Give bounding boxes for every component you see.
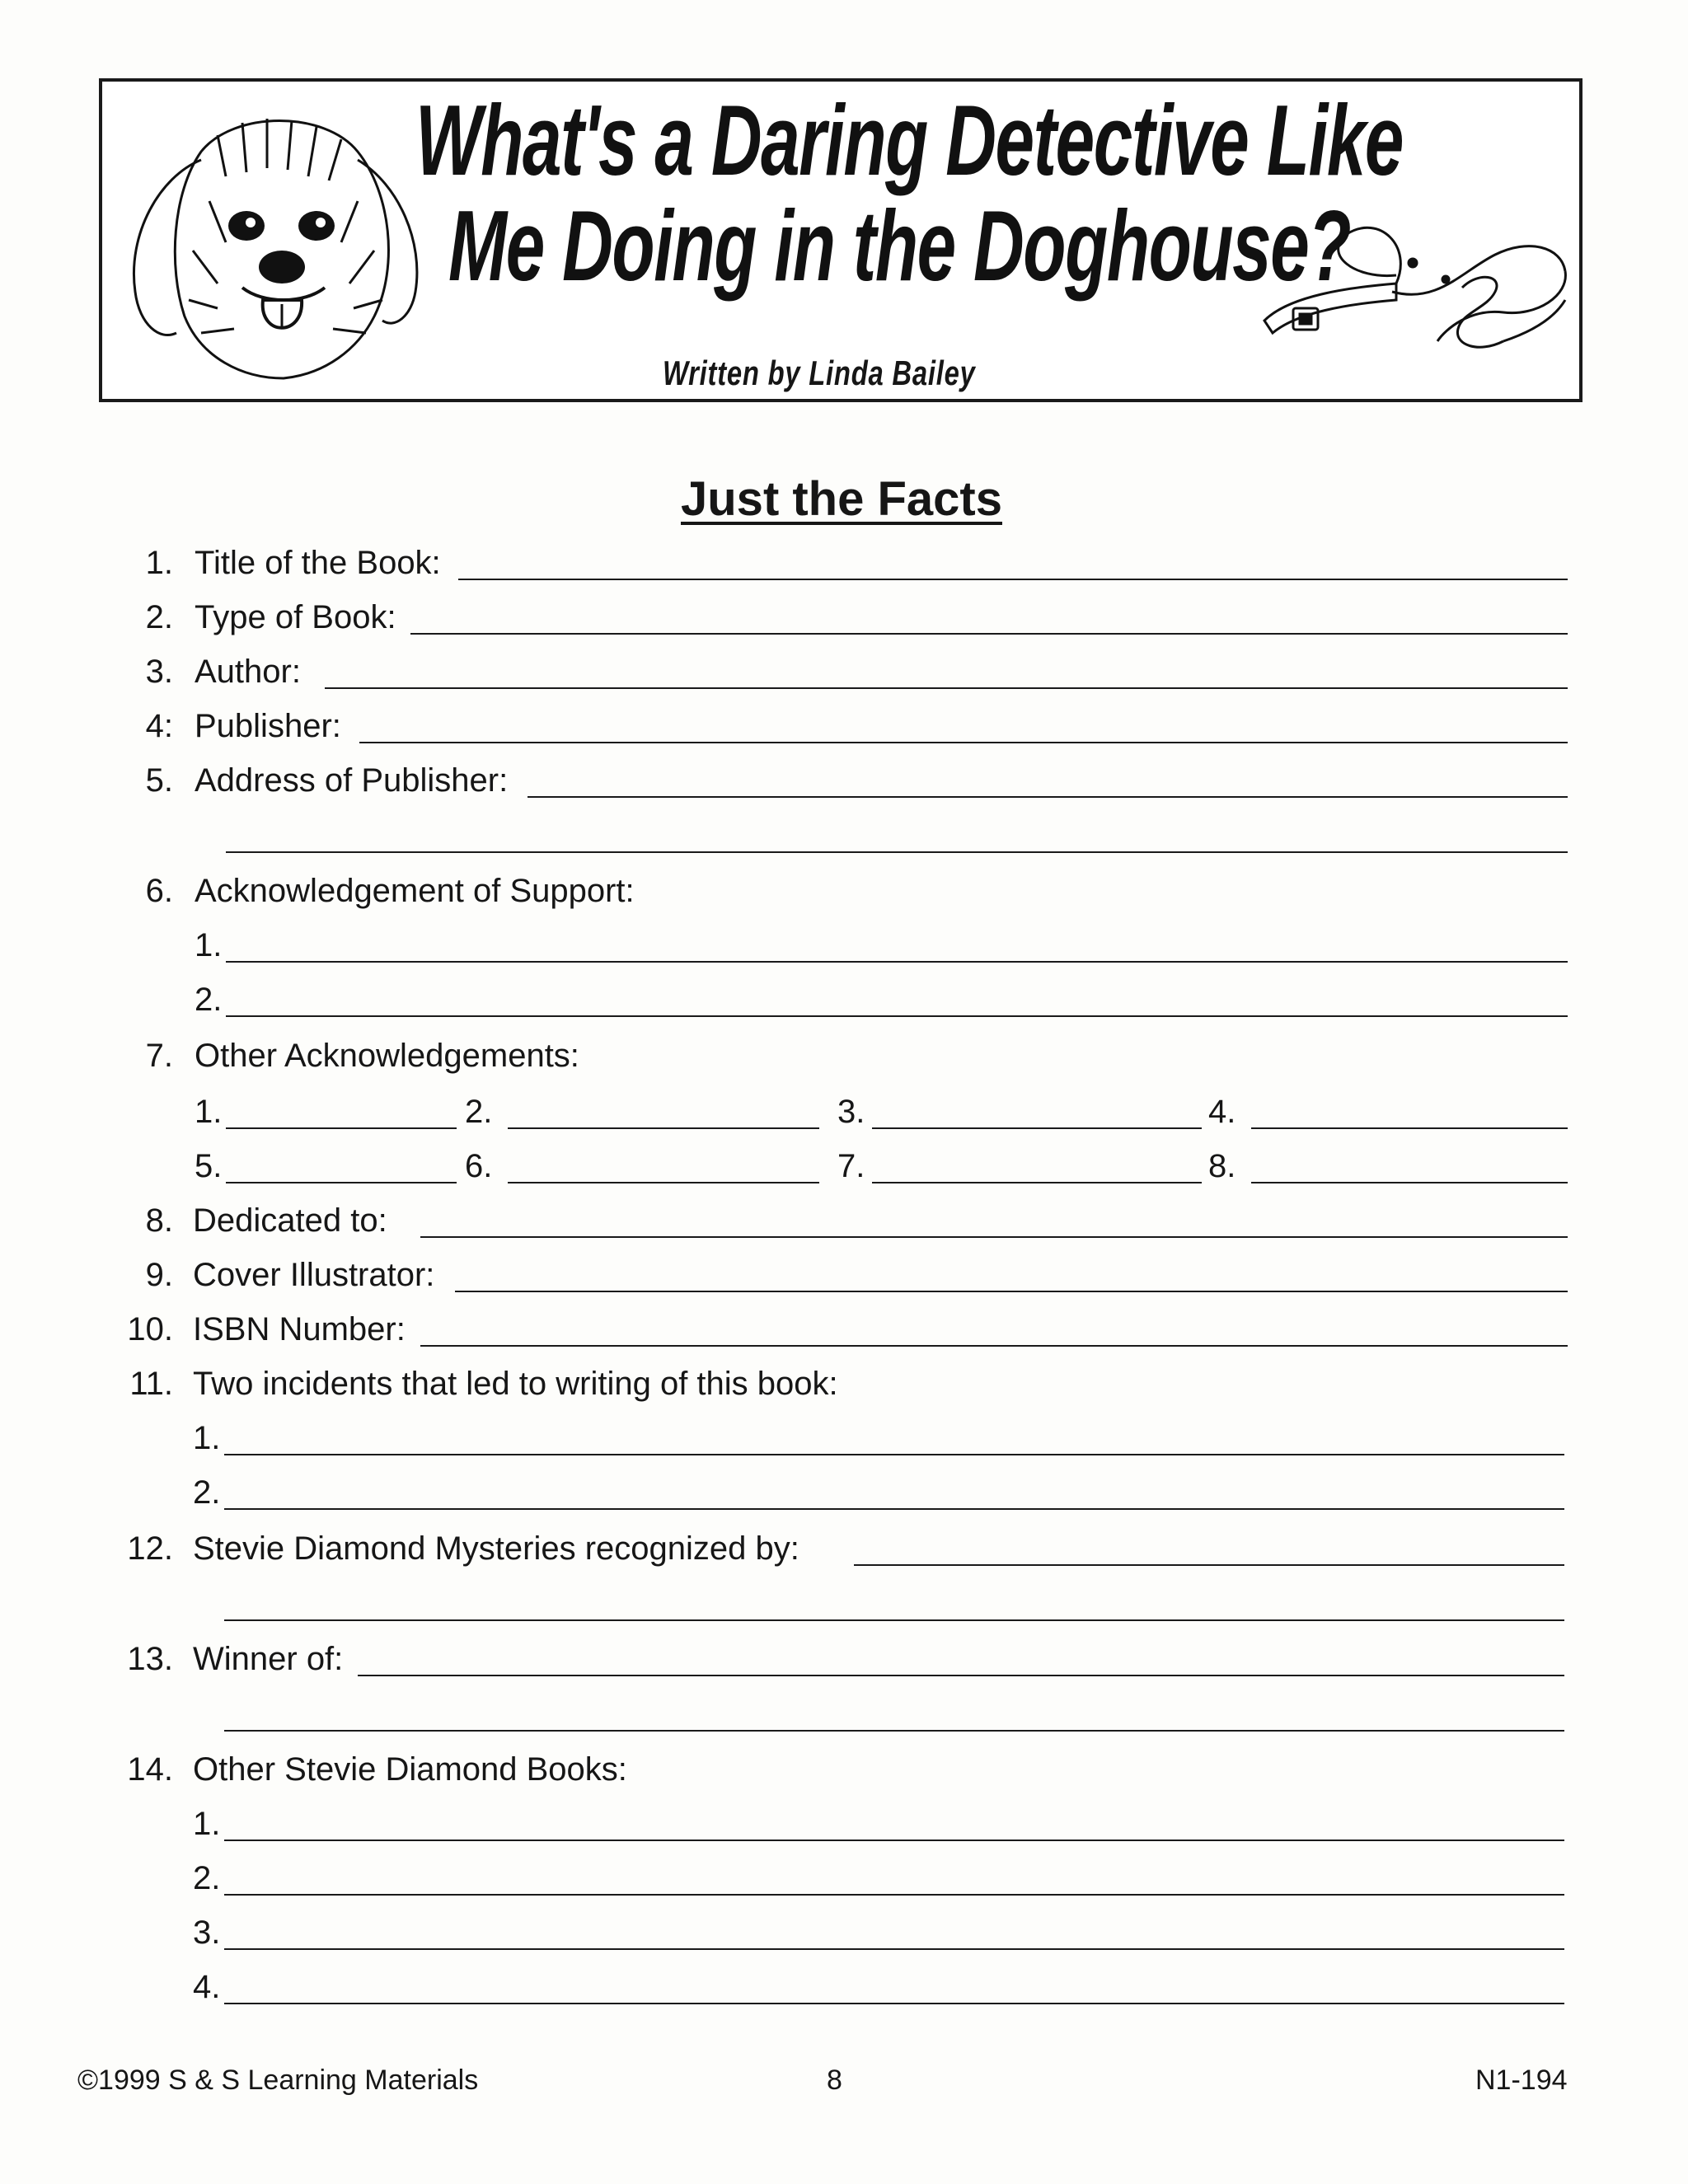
- acknowledgement-support-item: [0, 922, 1688, 968]
- sub-item-number: 1.: [193, 1420, 221, 1456]
- question-author: [0, 649, 1688, 695]
- question-label: Stevie Diamond Mysteries recognized by:: [193, 1530, 799, 1567]
- question-number: 10.: [127, 1311, 173, 1347]
- answer-line[interactable]: [224, 1454, 1564, 1455]
- sub-item-number: 7.: [837, 1148, 865, 1184]
- other-book-item: [0, 1855, 1688, 1901]
- question-number: 5.: [145, 762, 173, 799]
- answer-line[interactable]: [528, 796, 1568, 798]
- question-label: Other Stevie Diamond Books:: [193, 1751, 627, 1788]
- question-label: Cover Illustrator:: [193, 1257, 435, 1293]
- incident-item: [0, 1469, 1688, 1516]
- sub-item-number: 3.: [837, 1094, 865, 1130]
- answer-line[interactable]: [872, 1127, 1202, 1129]
- answer-line[interactable]: [226, 961, 1568, 963]
- question-label: Author:: [195, 654, 301, 690]
- answer-line[interactable]: [458, 579, 1568, 580]
- question-other-acknowledgements: [0, 1033, 1688, 1079]
- sub-item-number: 5.: [195, 1148, 223, 1184]
- answer-line[interactable]: [455, 1291, 1568, 1292]
- question-label: Two incidents that led to writing of this book:: [193, 1366, 838, 1402]
- other-acknowledgements-row: [0, 1089, 1688, 1135]
- question-label: Publisher:: [195, 708, 341, 744]
- other-book-item: [0, 1910, 1688, 1956]
- question-number: 11.: [129, 1366, 173, 1402]
- answer-line-continued[interactable]: [224, 1730, 1564, 1732]
- question-label: ISBN Number:: [193, 1311, 406, 1347]
- sub-item-number: 1.: [193, 1806, 221, 1842]
- question-number: 2.: [145, 599, 173, 635]
- question-mysteries-recognized-by: [0, 1526, 1688, 1624]
- title-banner: [99, 78, 1582, 402]
- question-label: Dedicated to:: [193, 1202, 387, 1239]
- question-title-of-book: [0, 540, 1688, 586]
- answer-line[interactable]: [226, 1127, 457, 1129]
- question-two-incidents: [0, 1361, 1688, 1407]
- answer-line-continued[interactable]: [226, 851, 1568, 853]
- answer-line[interactable]: [410, 633, 1568, 635]
- question-label: Type of Book:: [195, 599, 396, 635]
- sub-item-number: 3.: [193, 1915, 221, 1951]
- question-number: 12.: [127, 1530, 173, 1567]
- question-number: 14.: [127, 1751, 173, 1788]
- question-number: 9.: [145, 1257, 173, 1293]
- answer-line[interactable]: [358, 1675, 1564, 1676]
- question-other-stevie-diamond-books: [0, 1746, 1688, 1793]
- other-book-item: [0, 1964, 1688, 2010]
- answer-line[interactable]: [1251, 1127, 1568, 1129]
- question-publisher: [0, 703, 1688, 749]
- answer-line[interactable]: [854, 1564, 1564, 1566]
- question-label: Winner of:: [193, 1641, 344, 1677]
- sub-item-number: 6.: [465, 1148, 493, 1184]
- sub-item-number: 4.: [193, 1969, 221, 2005]
- question-number: 4:: [145, 708, 173, 744]
- question-cover-illustrator: [0, 1252, 1688, 1298]
- sub-item-number: 8.: [1208, 1148, 1236, 1184]
- product-code: N1-194: [1475, 2064, 1568, 2096]
- answer-line[interactable]: [508, 1182, 819, 1183]
- question-dedicated-to: [0, 1197, 1688, 1244]
- dog-illustration: [110, 102, 440, 391]
- question-type-of-book: [0, 594, 1688, 640]
- sub-item-number: 4.: [1208, 1094, 1236, 1130]
- collar-and-leash-illustration: [1256, 197, 1578, 378]
- question-label: Title of the Book:: [195, 545, 441, 581]
- answer-line[interactable]: [224, 1840, 1564, 1841]
- answer-line[interactable]: [420, 1345, 1568, 1347]
- answer-line[interactable]: [420, 1236, 1568, 1238]
- question-winner-of: [0, 1636, 1688, 1735]
- book-title-line-2: Me Doing in the Doghouse?: [448, 190, 1351, 302]
- answer-line[interactable]: [224, 2003, 1564, 2004]
- sub-item-number: 1.: [195, 1094, 223, 1130]
- copyright-notice: ©1999 S & S Learning Materials: [77, 2064, 479, 2096]
- question-number: 6.: [145, 873, 173, 909]
- answer-line[interactable]: [226, 1182, 457, 1183]
- answer-line-continued[interactable]: [224, 1619, 1564, 1621]
- question-label: Other Acknowledgements:: [195, 1038, 579, 1074]
- incident-item: [0, 1415, 1688, 1461]
- question-number: 3.: [145, 654, 173, 690]
- answer-line[interactable]: [508, 1127, 819, 1129]
- answer-line[interactable]: [325, 687, 1568, 689]
- author-byline: Written by Linda Bailey: [663, 354, 976, 392]
- sub-item-number: 2.: [193, 1474, 221, 1511]
- other-acknowledgements-row: [0, 1143, 1688, 1189]
- question-number: 1.: [145, 545, 173, 581]
- book-title-line-1: What's a Daring Detective Like: [415, 84, 1404, 196]
- answer-line[interactable]: [226, 1015, 1568, 1017]
- question-address-of-publisher: [0, 757, 1688, 856]
- answer-line[interactable]: [224, 1894, 1564, 1896]
- question-acknowledgement-of-support: [0, 868, 1688, 914]
- question-label: Acknowledgement of Support:: [195, 873, 635, 909]
- acknowledgement-support-item: [0, 977, 1688, 1023]
- answer-line[interactable]: [872, 1182, 1202, 1183]
- question-isbn-number: [0, 1306, 1688, 1352]
- sub-item-number: 2.: [465, 1094, 493, 1130]
- question-number: 8.: [145, 1202, 173, 1239]
- sub-item-number: 2.: [193, 1860, 221, 1896]
- answer-line[interactable]: [224, 1508, 1564, 1510]
- answer-line[interactable]: [1251, 1182, 1568, 1183]
- sub-item-number: 2.: [195, 982, 223, 1018]
- answer-line[interactable]: [224, 1948, 1564, 1950]
- page-number: 8: [827, 2064, 842, 2096]
- question-number: 7.: [145, 1038, 173, 1074]
- question-number: 13.: [127, 1641, 173, 1677]
- question-label: Address of Publisher:: [195, 762, 509, 799]
- sub-item-number: 1.: [195, 927, 223, 963]
- other-book-item: [0, 1801, 1688, 1847]
- section-title: Just the Facts: [681, 472, 1002, 526]
- answer-line[interactable]: [359, 742, 1568, 743]
